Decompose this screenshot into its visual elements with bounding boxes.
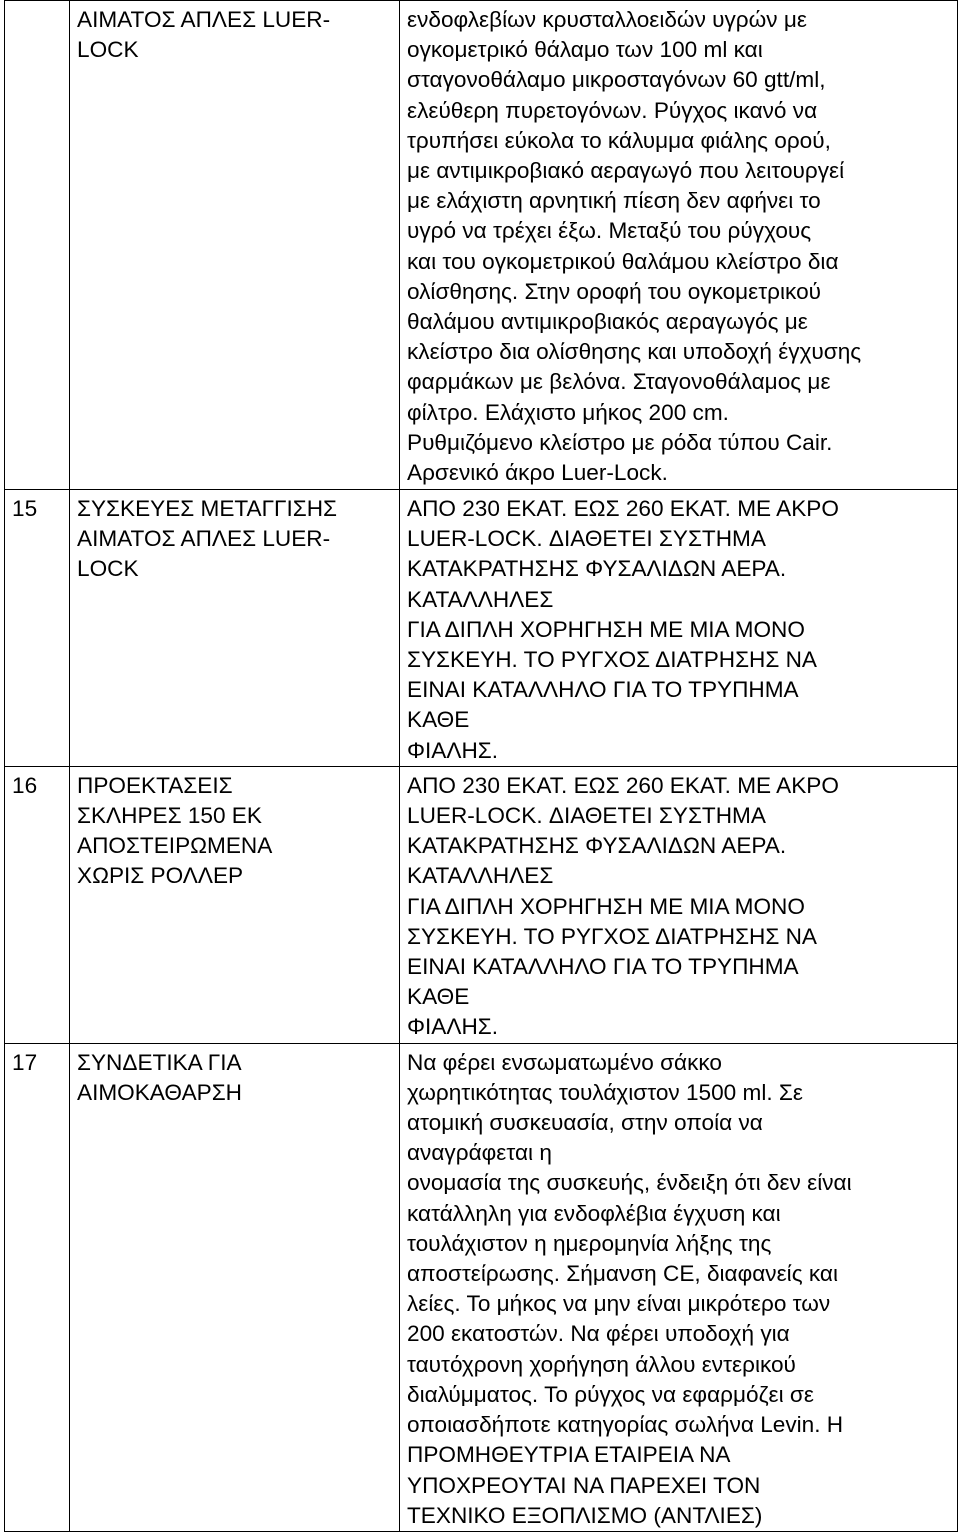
text-line: ΚΑΘΕ <box>407 707 470 733</box>
text-line: ΑΠΟ 230 ΕΚΑΤ. ΕΩΣ 260 ΕΚΑΤ. ΜΕ ΑΚΡΟ <box>407 496 839 521</box>
text-line: ΑΠΟΣΤΕΙΡΩΜΕΝΑ <box>77 833 273 859</box>
text-line: ΠΡΟΕΚΤΑΣΕΙΣ <box>77 772 233 798</box>
item-description <box>400 1 958 490</box>
row-number: 17 <box>5 1043 70 1531</box>
text-line: κατάλληλη για ενδοφλέβια έγχυση και <box>407 1200 781 1226</box>
item-name <box>70 766 400 1043</box>
text-line: LUER-LOCK. ΔΙΑΘΕΤΕΙ ΣΥΣΤΗΜΑ <box>407 803 766 829</box>
text-line: κλείστρο δια ολίσθησης και υποδοχή έγχυσης <box>407 339 862 365</box>
text-line: χωρητικότητας τουλάχιστον 1500 ml. Σε <box>407 1079 803 1105</box>
text-line: ογκομετρικό θάλαμο των 100 ml και <box>407 37 763 63</box>
item-description <box>400 766 958 1043</box>
text-line: φαρμάκων με βελόνα. Σταγονοθάλαμος με <box>407 369 831 395</box>
row-number: 15 <box>5 490 70 767</box>
text-line: ΚΑΤΑΛΛΗΛΕΣ <box>407 863 554 889</box>
text-line: LOCK <box>77 37 139 63</box>
text-line: ΑΙΜΟΚΑΘΑΡΣΗ <box>77 1079 242 1105</box>
item-name <box>70 1 400 490</box>
text-line: ονομασία της συσκευής, ένδειξη ότι δεν είναι <box>407 1170 852 1196</box>
text-line: και του ογκομετρικού θαλάμου κλείστρο δια <box>407 248 839 274</box>
text-line: σταγονοθάλαμο μικροσταγόνων 60 gtt/ml, <box>407 67 826 93</box>
text-line: ΣΚΛΗΡΕΣ 150 ΕΚ <box>77 803 262 829</box>
text-line: ΧΩΡΙΣ ΡΟΛΛΕΡ <box>77 863 244 889</box>
text-line: ΦΙΑΛΗΣ. <box>407 737 499 763</box>
text-line: φίλτρο. Ελάχιστο μήκος 200 cm. <box>407 399 729 425</box>
text-line: ΣΥΣΚΕΥΕΣ ΜΕΤΑΓΓΙΣΗΣ <box>77 496 338 521</box>
item-name <box>70 1043 400 1531</box>
text-line: τρυπήσει εύκολα το κάλυμμα φιάλης ορού, <box>407 127 831 153</box>
text-line: Ρυθμιζόμενο κλείστρο με ρόδα τύπου Cair. <box>407 429 833 455</box>
text-line: ΥΠΟΧΡΕΟΥΤΑΙ ΝΑ ΠΑΡΕΧΕΙ ΤΟΝ <box>407 1472 761 1498</box>
specification-table <box>4 0 958 1532</box>
item-name <box>70 490 400 767</box>
table-row <box>5 766 958 1043</box>
text-line: λείες. Το μήκος να μην είναι μικρότερο των <box>407 1291 831 1317</box>
text-line: ΣΥΝΔΕΤΙΚΑ ΓΙΑ <box>77 1049 242 1075</box>
table-row <box>5 490 958 767</box>
text-line: ΑΙΜΑΤΟΣ ΑΠΛΕΣ LUER- <box>77 526 331 552</box>
text-line: ΣΥΣΚΕΥΗ. ΤΟ ΡΥΓΧΟΣ ΔΙΑΤΡΗΣΗΣ ΝΑ <box>407 647 818 673</box>
text-line: με αντιμικροβιακό αεραγωγό που λειτουργεί <box>407 158 845 184</box>
text-line: ΠΡΟΜΗΘΕΥΤΡΙΑ ΕΤΑΙΡΕΙΑ ΝΑ <box>407 1442 731 1468</box>
text-line: ελεύθερη πυρετογόνων. Ρύγχος ικανό να <box>407 97 818 123</box>
text-line: ατομική συσκευασία, στην οποία να <box>407 1110 763 1136</box>
text-line: Να φέρει ενσωματωμένο σάκκο <box>407 1049 722 1075</box>
text-line: LOCK <box>77 556 139 582</box>
text-line: τουλάχιστον η ημερομηνία λήξης της <box>407 1230 772 1256</box>
text-line: ΚΑΤΑΛΛΗΛΕΣ <box>407 586 554 612</box>
table-row <box>5 1043 958 1531</box>
text-line: ΚΑΤΑΚΡΑΤΗΣΗΣ ΦΥΣΑΛΙΔΩΝ ΑΕΡΑ. <box>407 556 787 582</box>
text-line: ταυτόχρονη χορήγηση άλλου εντερικού <box>407 1351 796 1377</box>
text-line: ΤΕΧΝΙΚΟ ΕΞΟΠΛΙΣΜΟ (ΑΝΤΛΙΕΣ) <box>407 1502 763 1528</box>
text-line: υγρό να τρέχει έξω. Μεταξύ του ρύγχους <box>407 218 812 244</box>
text-line: ΕΙΝΑΙ ΚΑΤΑΛΛΗΛΟ ΓΙΑ ΤΟ ΤΡΥΠΗΜΑ <box>407 954 799 980</box>
text-line: ολίσθησης. Στην οροφή του ογκομετρικού <box>407 278 821 304</box>
text-line: ΣΥΣΚΕΥΗ. ΤΟ ΡΥΓΧΟΣ ΔΙΑΤΡΗΣΗΣ ΝΑ <box>407 923 818 949</box>
text-line: θαλάμου αντιμικροβιακός αεραγωγός με <box>407 309 808 335</box>
text-line: Αρσενικό άκρο Luer-Lock. <box>407 460 668 486</box>
text-line: ΓΙΑ ΔΙΠΛΗ ΧΟΡΗΓΗΣΗ ΜΕ ΜΙΑ ΜΟΝΟ <box>407 893 805 919</box>
text-line: ΑΙΜΑΤΟΣ ΑΠΛΕΣ LUER- <box>77 7 331 32</box>
item-description <box>400 1043 958 1531</box>
text-line: αποστείρωσης. Σήμανση CE, διαφανείς και <box>407 1261 838 1287</box>
text-line: αναγράφεται η <box>407 1140 552 1166</box>
text-line: ενδοφλεβίων κρυσταλλοειδών υγρών με <box>407 7 807 32</box>
text-line: ΦΙΑΛΗΣ. <box>407 1014 499 1040</box>
text-line: ΕΙΝΑΙ ΚΑΤΑΛΛΗΛΟ ΓΙΑ ΤΟ ΤΡΥΠΗΜΑ <box>407 677 799 703</box>
text-line: ΚΑΤΑΚΡΑΤΗΣΗΣ ΦΥΣΑΛΙΔΩΝ ΑΕΡΑ. <box>407 833 787 859</box>
row-number: 16 <box>5 766 70 1043</box>
text-line: ΑΠΟ 230 ΕΚΑΤ. ΕΩΣ 260 ΕΚΑΤ. ΜΕ ΑΚΡΟ <box>407 772 839 798</box>
text-line: με ελάχιστη αρνητική πίεση δεν αφήνει το <box>407 188 821 214</box>
table-row <box>5 1 958 490</box>
row-number <box>5 1 70 490</box>
text-line: 200 εκατοστών. Να φέρει υποδοχή για <box>407 1321 790 1347</box>
text-line: LUER-LOCK. ΔΙΑΘΕΤΕΙ ΣΥΣΤΗΜΑ <box>407 526 766 552</box>
text-line: διαλύμματος. Το ρύγχος να εφαρμόζει σε <box>407 1381 814 1407</box>
item-description <box>400 490 958 767</box>
text-line: οποιασδήποτε κατηγορίας σωλήνα Levin. Η <box>407 1412 844 1438</box>
text-line: ΚΑΘΕ <box>407 984 470 1010</box>
text-line: ΓΙΑ ΔΙΠΛΗ ΧΟΡΗΓΗΣΗ ΜΕ ΜΙΑ ΜΟΝΟ <box>407 616 805 642</box>
